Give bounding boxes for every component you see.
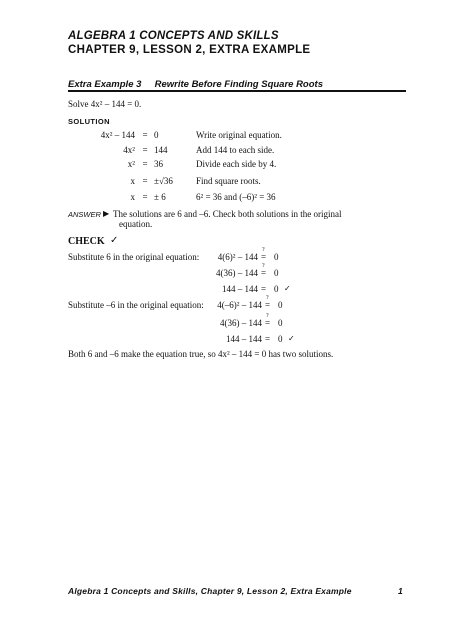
check-questioned-equals: = ? bbox=[265, 313, 271, 328]
check-questioned-equals: = ? bbox=[261, 247, 267, 262]
answer-line: The solutions are 6 and –6. Check both solutions in the original bbox=[113, 209, 342, 219]
check-rhs: 0 bbox=[278, 334, 283, 344]
check-lhs: 144 – 144 bbox=[226, 334, 262, 344]
check-intro: Substitute 6 in the original equation: bbox=[68, 252, 200, 262]
document-title: ALGEBRA 1 CONCEPTS AND SKILLS bbox=[68, 30, 279, 42]
solution-step bbox=[68, 176, 418, 188]
step-equals: = bbox=[142, 130, 148, 140]
example-label: Extra Example 3 bbox=[68, 79, 142, 90]
check-intro: Substitute –6 in the original equation: bbox=[68, 300, 204, 310]
solution-step bbox=[68, 159, 418, 171]
check-lhs: 4(36) – 144 bbox=[216, 268, 258, 278]
step-rhs: 0 bbox=[154, 130, 159, 140]
step-rhs: 36 bbox=[154, 159, 163, 169]
question-mark: ? bbox=[266, 295, 269, 301]
example-title: Rewrite Before Finding Square Roots bbox=[154, 79, 323, 90]
step-lhs: x² bbox=[127, 159, 135, 169]
problem-statement: Solve 4x² – 144 = 0. bbox=[68, 99, 142, 109]
step-rhs: ± 6 bbox=[154, 192, 166, 202]
step-note: 6² = 36 and (–6)² = 36 bbox=[196, 192, 276, 202]
check-lhs: 4(6)² – 144 bbox=[217, 252, 258, 262]
solution-heading: SOLUTION bbox=[68, 117, 110, 126]
answer-line: equation. bbox=[119, 219, 153, 229]
answer-arrow-icon: ▶ bbox=[103, 209, 110, 218]
step-lhs: 4x² – 144 bbox=[100, 130, 135, 140]
step-equals: = bbox=[142, 192, 148, 202]
document-subtitle: CHAPTER 9, LESSON 2, EXTRA EXAMPLE bbox=[68, 44, 311, 56]
step-note: Write original equation. bbox=[196, 130, 282, 140]
check-lhs: 4(36) – 144 bbox=[220, 318, 262, 328]
step-equals: = bbox=[142, 176, 148, 186]
step-equals: = bbox=[142, 159, 148, 169]
check-equals: = bbox=[261, 284, 267, 294]
check-conclusion: Both 6 and –6 make the equation true, so 4x² – 144 = 0 has two solutions. bbox=[68, 349, 334, 359]
check-rhs: 0 bbox=[274, 284, 279, 294]
check-rhs: 0 bbox=[278, 300, 283, 310]
answer-label: ANSWER bbox=[68, 210, 101, 219]
page-number: 1 bbox=[398, 586, 403, 596]
question-mark: ? bbox=[262, 263, 265, 269]
check-rhs: 0 bbox=[278, 318, 283, 328]
question-mark: ? bbox=[266, 313, 269, 319]
checkmark-icon: ✓ bbox=[284, 284, 291, 293]
check-rhs: 0 bbox=[274, 268, 279, 278]
example-heading bbox=[68, 79, 406, 90]
solution-step bbox=[68, 130, 418, 142]
check-equals: = bbox=[265, 334, 271, 344]
step-note: Add 144 to each side. bbox=[196, 145, 275, 155]
step-lhs: x bbox=[130, 176, 135, 186]
step-equals: = bbox=[142, 145, 148, 155]
page-footer: Algebra 1 Concepts and Skills, Chapter 9, Lesson 2, Extra Example bbox=[68, 586, 352, 596]
step-lhs: x bbox=[130, 192, 135, 202]
step-note: Divide each side by 4. bbox=[196, 159, 277, 169]
step-note: Find square roots. bbox=[196, 176, 261, 186]
check-lhs: 4(–6)² – 144 bbox=[217, 300, 262, 310]
checkmark-icon: ✓ bbox=[110, 235, 119, 246]
step-lhs: 4x² bbox=[123, 145, 135, 155]
check-questioned-equals: = ? bbox=[265, 295, 271, 310]
answer-text bbox=[113, 209, 413, 229]
check-heading: CHECK bbox=[68, 236, 105, 247]
heading-rule bbox=[68, 90, 406, 92]
solution-step bbox=[68, 192, 418, 204]
step-rhs: ±√36 bbox=[154, 176, 173, 186]
check-rhs: 0 bbox=[274, 252, 279, 262]
checkmark-icon: ✓ bbox=[288, 334, 295, 343]
question-mark: ? bbox=[262, 247, 265, 253]
solution-step bbox=[68, 145, 418, 157]
check-questioned-equals: = ? bbox=[261, 263, 267, 278]
check-lhs: 144 – 144 bbox=[222, 284, 258, 294]
step-rhs: 144 bbox=[154, 145, 168, 155]
